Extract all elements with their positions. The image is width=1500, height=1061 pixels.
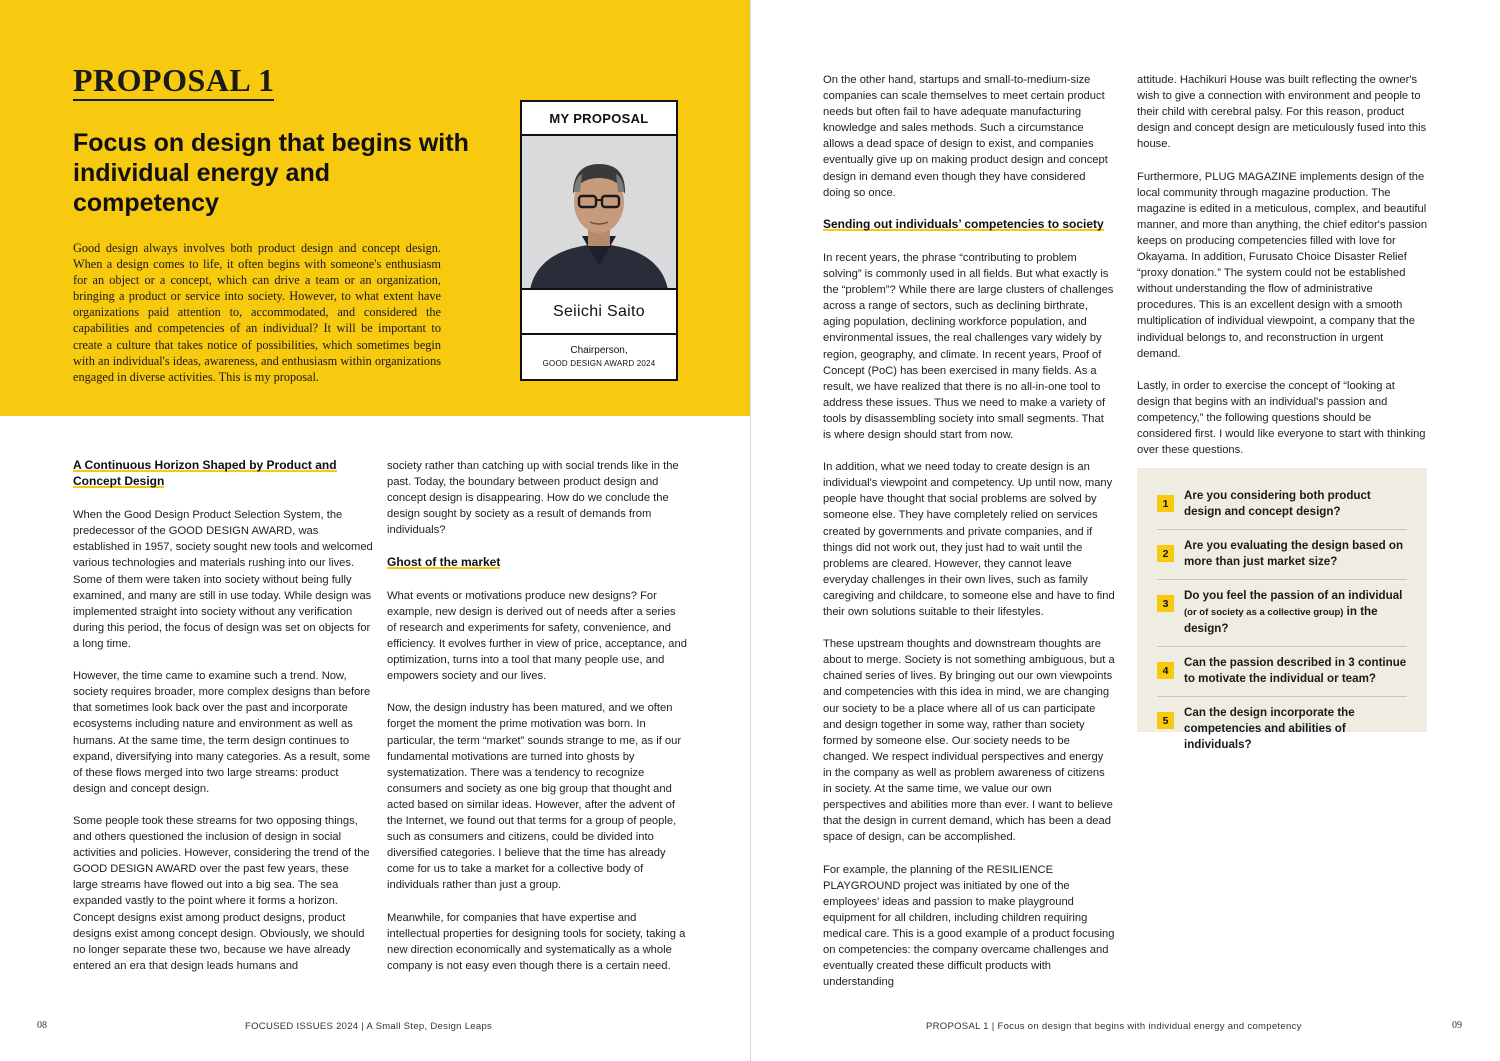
paragraph: Now, the design industry has been matured, and we often forget the moment the prime motivation was born. In particular, the term “market” sounds strange to me, as if our fundamental motivations are turned into ghosts by systematization. There was a tendency to recognize consumers and society as one big group that thought and acted based on similar ideas. However, after the advent of the Internet, we found out that terms for a group of people, such as consumers and citizens, could be divided into diversified categories. I believe that the time has already come for us to take a market for a collective body of individuals rather than just a group. bbox=[387, 702, 682, 892]
role-title: Chairperson, bbox=[570, 345, 628, 356]
section-heading: Ghost of the market bbox=[387, 554, 501, 569]
question-text: Can the design incorporate the competencies and abilities of individuals? bbox=[1184, 706, 1355, 751]
paragraph: Furthermore, PLUG MAGAZINE implements design of the local community through magazine production. The magazine is edited in a meticulous, complex, and beautiful manner, and more than anything, the chief editor's passion keeps on producing competencies filled with love for Okayama. In addition, Furusato Choice Disaster Relief “proxy donation.” The system could not be established without understanding the flow of administrative procedures. This is an excellent design with a smooth multiplication of individual viewpoint, a company that the individual belongs to, and reconstruction in urgent demand. bbox=[1137, 170, 1428, 360]
question-item bbox=[1157, 488, 1407, 530]
question-number: 4 bbox=[1157, 662, 1174, 679]
paragraph: On the other hand, startups and small-to-medium-size companies can scale themselves to meet certain product needs but often fail to have adequate manufacturing knowledge and sales methods. Such a circumstance allows a dead space of design to exist, and companies eventually give up on making product design and concept design in demand even though they have considered doing so once. bbox=[823, 74, 1108, 199]
paragraph: In addition, what we need today to create design is an individual's viewpoint and competency. Up until now, many people have thought that social problems are solved by someone else. They have completely relied on services created by governments and private companies, and if things did not work out, they just had to wait until the problems are cleared. However, they cannot leave everyday challenges in their own lives, such as family caregiving and childcare, to someone else and have to find their own solutions suitable to their lifestyles. bbox=[823, 461, 1115, 618]
page-number-right: 09 bbox=[1452, 1020, 1462, 1031]
paragraph: For example, the planning of the RESILIENCE PLAYGROUND project was initiated by one of the employees' ideas and passion to make playground equipment for all children, including children requiring medical care. This is a good example of a product focusing on competencies: the company overcame challenges and eventually created these difficult products with understanding bbox=[823, 863, 1115, 989]
question-number: 1 bbox=[1157, 495, 1174, 512]
question-item bbox=[1157, 705, 1407, 762]
paragraph: Meanwhile, for companies that have expertise and intellectual properties for designing tools for society, taking a new direction economically and systematically as a whole company is not easy even though there is a certain need. bbox=[387, 911, 686, 972]
paragraph: Some people took these streams for two opposing things, and others questioned the inclusion of design in social activities and policies. However, considering the trend of the GOOD DESIGN AWARD over the past few years, these large streams have flowed out into a big sea. The sea expanded vastly to the point where it forms a horizon. Concept designs exist among product designs, product designs exist among concept design. Obviously, we should no longer separate these two, because we have already entered an era that design leads humans and bbox=[73, 814, 370, 972]
question-text: Are you evaluating the design based on more than just market size? bbox=[1184, 539, 1404, 568]
paragraph: society rather than catching up with social trends like in the past. Today, the boundary between product design and concept design is disappearing. How do we conclude the design sought by society as a result of demands from individuals? bbox=[387, 460, 679, 537]
hero-banner bbox=[0, 0, 750, 416]
paragraph: In recent years, the phrase “contributing to problem solving” is commonly used in all fields. But what exactly is the “problem”? While there are large clusters of challenges across a range of sectors, such as declining birthrate, aging population, declining workforce population, and environmental issues, the real challenges vary widely by region, geography, and climate. In recent years, Proof of Concept (PoC) has been exercised in many fields. As a result, we have realized that there is no all-in-one tool to address these issues. Thus we need to make a variety of tools by disassembling society into small segments. That is where design should start from now. bbox=[823, 251, 1114, 441]
question-number: 3 bbox=[1157, 595, 1174, 612]
portrait-photo bbox=[522, 136, 676, 290]
left-footer: FOCUSED ISSUES 2024 | A Small Step, Design Leaps bbox=[245, 1021, 493, 1032]
card-header: MY PROPOSAL bbox=[522, 102, 676, 136]
paragraph: What events or motivations produce new designs? For example, new design is derived out of needs after a series of research and experiments for safety, convenience, and efficiency. It evolves further in view of price, acceptance, and optimization, turns into a tool that many people use, and empowers society and our lives. bbox=[387, 589, 687, 683]
person-role bbox=[522, 335, 676, 370]
question-item bbox=[1157, 655, 1407, 697]
proposal-card bbox=[520, 100, 678, 381]
question-item bbox=[1157, 538, 1407, 580]
article-column-3 bbox=[823, 72, 1115, 1006]
page-title: Focus on design that begins with individual energy and competency bbox=[73, 129, 469, 217]
question-number: 2 bbox=[1157, 545, 1174, 562]
proposal-label: PROPOSAL 1 bbox=[73, 62, 274, 101]
paragraph: attitude. Hachikuri House was built reflecting the owner's wish to give a connection with environment and people to their child with cerebral palsy. For this reason, product design and concept design are meticulously fused into this house. bbox=[1137, 74, 1427, 151]
intro-paragraph: Good design always involves both product design and concept design. When a design comes to life, it often begins with someone's enthusiasm for an object or a concept, which can drive a team or an organization, bringing a product or service into society. However, to what extent have organizations paid attention to, accommodated, and considered the capabilities and competencies of an individual? It will be important to create a culture that takes notice of possibilities, which sometimes begin with an individual's ideas, awareness, and enthusiasm within organizations engaged in diverse activities. This is my proposal. bbox=[73, 241, 441, 384]
question-number: 5 bbox=[1157, 712, 1174, 729]
role-organization: GOOD DESIGN AWARD 2024 bbox=[542, 359, 656, 368]
question-text: Can the passion described in 3 continue to motivate the individual or team? bbox=[1184, 656, 1407, 685]
article-column-1 bbox=[73, 458, 373, 990]
section-heading: Sending out individuals’ competencies to society bbox=[823, 216, 1104, 231]
right-footer: PROPOSAL 1 | Focus on design that begins with individual energy and competency bbox=[926, 1021, 1302, 1032]
paragraph: Lastly, in order to exercise the concept of “looking at design that begins with an individual's passion and competency,” the following questions should be considered first. I would like everyone to start with thinking over these questions. bbox=[1137, 379, 1426, 457]
page-number-left: 08 bbox=[37, 1020, 47, 1031]
questions-box bbox=[1137, 468, 1427, 751]
paragraph: When the Good Design Product Selection System, the predecessor of the GOOD DESIGN AWARD, was established in 1957, society sought new tools and welcomed various technologies and materials rushing into our lives. Some of them were taken into society without being fully examined, and many are still in use today. While design was implemented straight into society without any verification during this period, the focus of design was set on objects for a long time. bbox=[73, 509, 373, 650]
paragraph: These upstream thoughts and downstream thoughts are about to merge. Society is not something ambiguous, but a chained series of lives. By bringing out our own viewpoints and competencies with this idea in mind, we are changing our society to be a place where all of us can participate and design together in some way, rather than society formed by someone else. Our society needs to be changed. We respect individual perspectives and energy in the company as well as problem awareness of citizens in society. At the same time, we value our own perspectives and abilities more than ever. I want to believe that the design in current demand, which has been a dead space of design, can be accomplished. bbox=[823, 638, 1115, 844]
paragraph: However, the time came to examine such a trend. Now, society requires broader, more complex designs than before that sometimes look back over the past and incorporate ecosystems including nature and environment as well as humans. At the same time, the term design continues to expand, diversifying into many categories. As a result, some of these flows merged into two large streams: product design and concept design. bbox=[73, 670, 371, 795]
article-column-4 bbox=[1137, 72, 1429, 474]
question-text: Are you considering both product design and concept design? bbox=[1184, 489, 1371, 518]
person-name: Seiichi Saito bbox=[522, 290, 676, 335]
section-heading: A Continuous Horizon Shaped by Product and Concept Design bbox=[73, 458, 337, 489]
article-column-2 bbox=[387, 458, 687, 990]
question-text: Do you feel the passion of an individual (or of society as a collective group) in the design? bbox=[1184, 589, 1403, 635]
question-item bbox=[1157, 588, 1407, 647]
